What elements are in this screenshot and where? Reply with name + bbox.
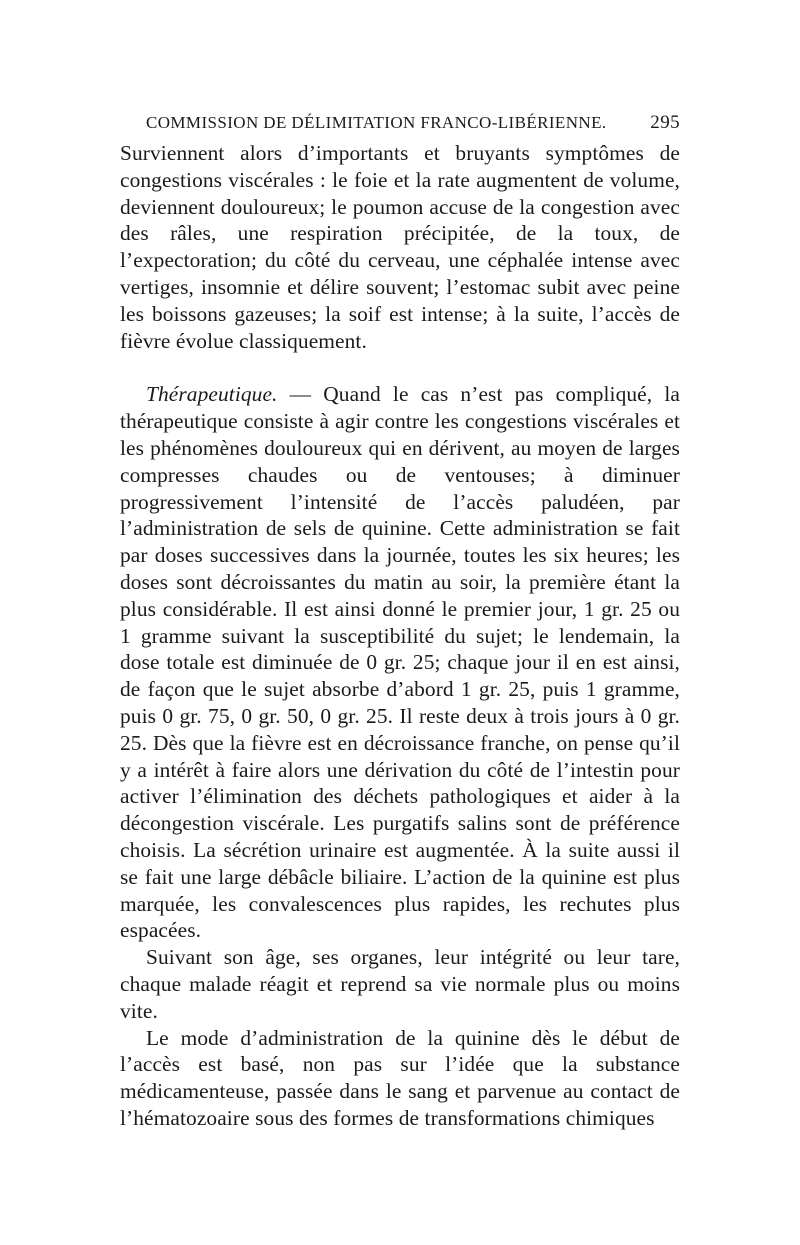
paragraph-symptoms: Surviennent alors d’importants et bruyants symptômes de congestions viscérales : le foie et la rate augmentent de volume, deviennent douloureux; le poumon accuse de la congestion avec des râles, une respiration précipitée, de la toux, de l’expectoration; du côté du cerveau, une céphalée intense avec vertiges, insomnie et délire souvent; l’estomac subit avec peine les boissons gazeuses; la soif est intense; à la suite, l’accès de fièvre évolue classiquement. (120, 141, 680, 353)
section-heading-therapeutique: Thérapeutique. (146, 382, 278, 407)
book-page (120, 112, 680, 1132)
running-head (146, 112, 680, 134)
paragraph-therapeutique (120, 381, 680, 944)
paragraph-recovery: Suivant son âge, ses organes, leur intégrité ou leur tare, chaque malade réagit et reprend sa vie normale plus ou moins vite. (120, 945, 680, 1023)
paragraph-administration: Le mode d’administration de la quinine dès le début de l’accès est basé, non pas sur l’idée que la substance médicamenteuse, passée dans le sang et parvenue au contact de l’hématozoaire sous des formes de transformations chimiques (120, 1025, 680, 1130)
paragraph-therapeutique-text: — Quand le cas n’est pas compliqué, la thérapeutique consiste à agir contre les congestions viscérales et les phénomènes douloureux qui en dérivent, au moyen de larges compresses chaudes ou de ventouses; à diminuer progressivement l’intensité de l’accès paludéen, par l’administration de sels de quinine. Cette administration se fait par doses successives dans la journée, toutes les six heures; les doses sont décroissantes du matin au soir, la première étant la plus considérable. Il est ainsi donné le premier jour, 1 gr. 25 ou 1 gramme suivant la susceptibilité du sujet; le lendemain, la dose totale est diminuée de 0 gr. 25; chaque jour il en est ainsi, de façon que le sujet absorbe d’abord 1 gr. 25, puis 1 gramme, puis 0 gr. 75, 0 gr. 50, 0 gr. 25. Il reste deux à trois jours à 0 gr. 25. Dès que la fièvre est en décroissance franche, on pense qu’il y a intérêt à faire alors une dérivation du côté de l’intestin pour activer l’élimination des déchets pathologiques et aider à la décongestion viscérale. Les purgatifs salins sont de préférence choisis. La sécrétion urinaire est augmentée. À la suite aussi il se fait une large débâcle biliaire. L’action de la quinine est plus marquée, les convalescences plus rapides, les rechutes plus espacées. (120, 382, 680, 943)
body-text (120, 140, 680, 1132)
running-title: COMMISSION DE DÉLIMITATION FRANCO-LIBÉRIENNE. (146, 113, 607, 132)
page-number: 295 (650, 112, 680, 133)
